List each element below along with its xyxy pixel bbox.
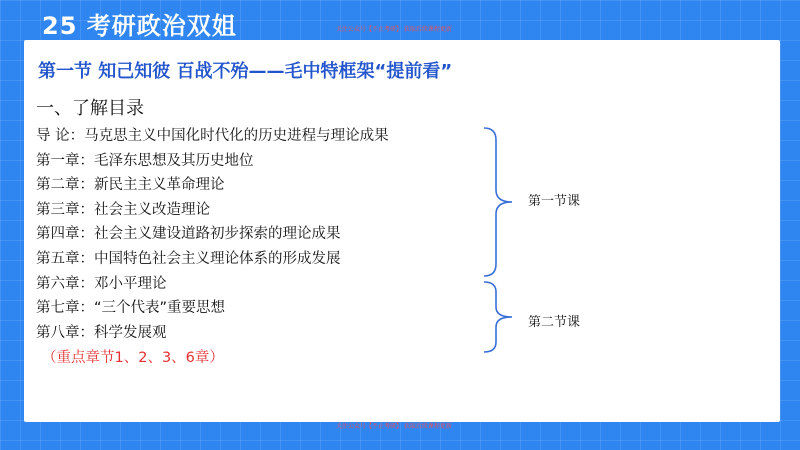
- outline-item-chapter-6: 第六章：邓小平理论: [36, 275, 167, 292]
- outline-item-chapter-7: 第七章：“三个代表”重要思想: [36, 300, 226, 317]
- watermark-bottom: 关注公众号【不止考研】 获取后续课程更新: [336, 423, 452, 430]
- outline-item-chapter-4: 第四章：社会主义建设道路初步探索的理论成果: [36, 226, 341, 243]
- lesson-2-label: 第二节课: [528, 315, 581, 330]
- outline-item-chapter-2: 第二章：新民主主义革命理论: [36, 177, 225, 194]
- brace-icon: [482, 280, 522, 354]
- watermark-top: 关注公众号【不止考研】 获取后续课程更新: [336, 26, 452, 33]
- outline-item-chapter-8: 第八章：科学发展观: [36, 324, 167, 341]
- subheading: 一、了解目录: [36, 98, 144, 119]
- slide-panel: [24, 40, 780, 422]
- outline-item-intro: 导 论：马克思主义中国化时代化的历史进程与理论成果: [36, 128, 389, 144]
- brace-icon: [482, 126, 522, 278]
- header-title: 25 考研政治双姐: [42, 12, 237, 40]
- outline-item-chapter-5: 第五章：中国特色社会主义理论体系的形成发展: [36, 250, 341, 267]
- section-title: 第一节 知己知彼 百战不殆——毛中特框架“提前看”: [38, 61, 453, 82]
- outline-item-chapter-3: 第三章：社会主义改造理论: [36, 201, 210, 218]
- outline-item-chapter-1: 第一章：毛泽东思想及其历史地位: [36, 152, 254, 169]
- lesson-1-label: 第一节课: [528, 194, 581, 209]
- chapter-outline: [36, 124, 389, 345]
- key-chapters-note: （重点章节1、2、3、6章）: [42, 350, 224, 366]
